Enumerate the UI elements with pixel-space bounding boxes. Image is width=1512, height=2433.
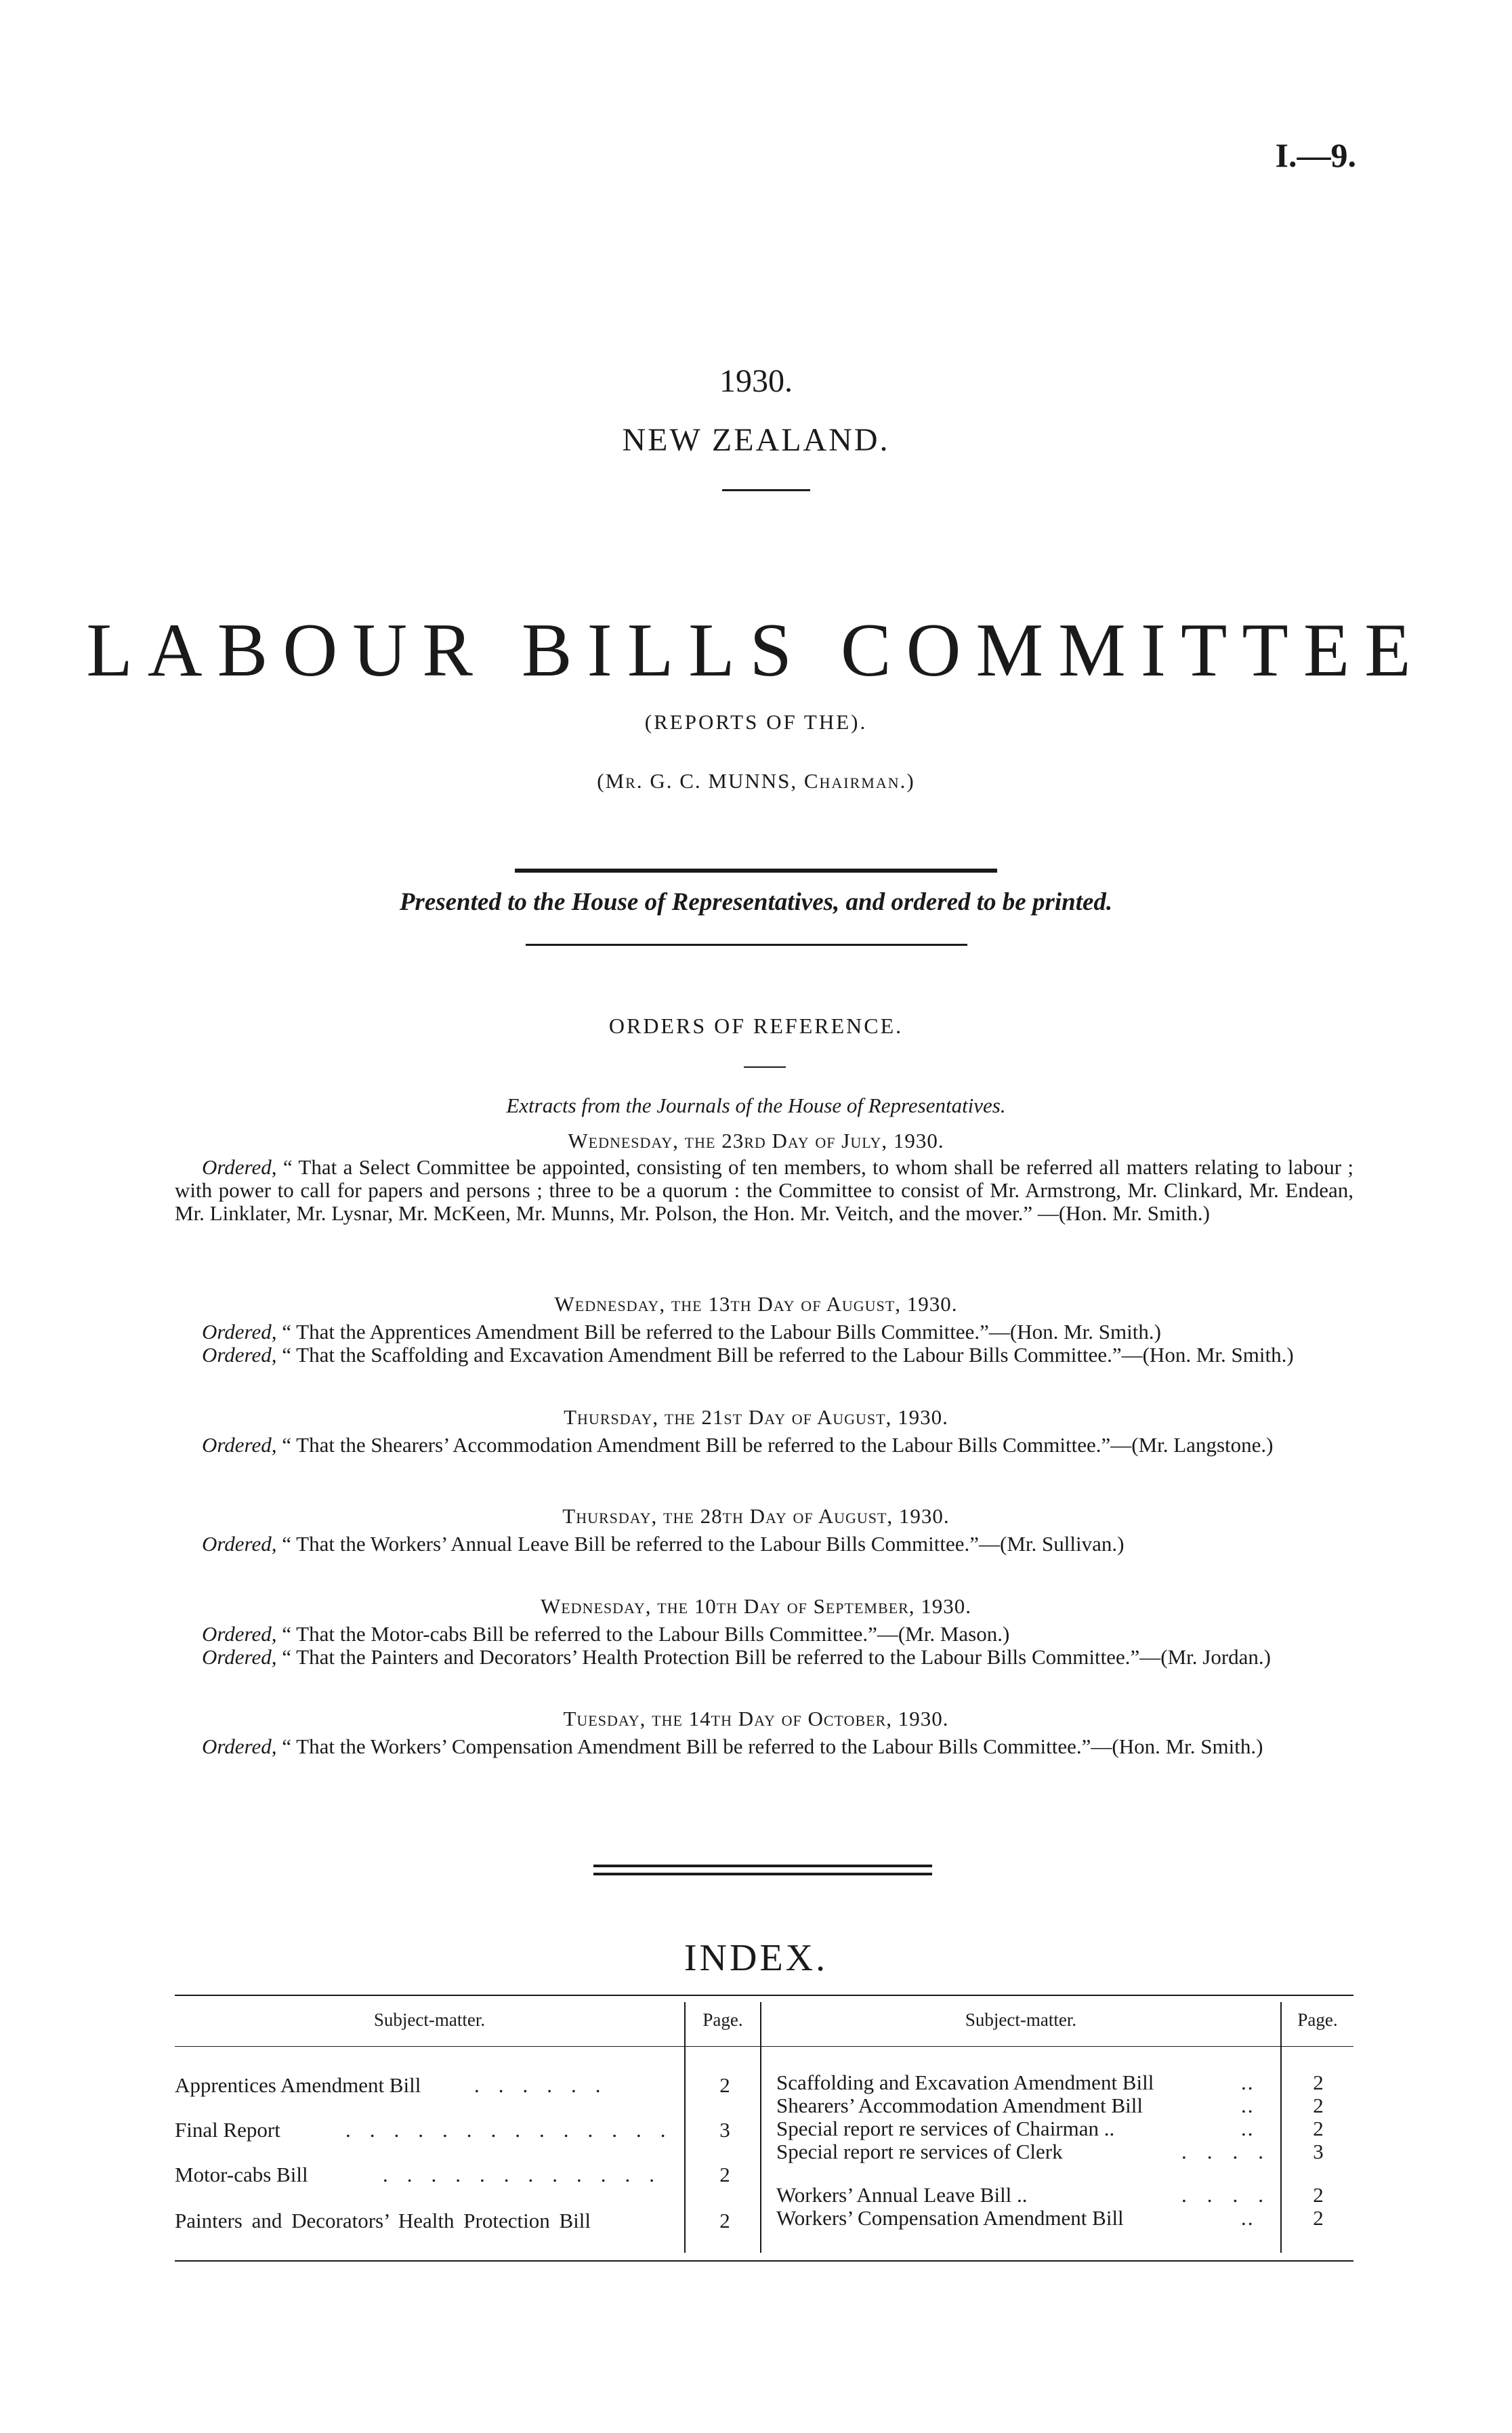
order-text: “ That the Painters and Decorators’ Health Protection Bill be referred to the Labour Bills Committee.”—(Mr. Jordan.)	[276, 1645, 1271, 1669]
order-lead: Ordered,	[202, 1734, 277, 1758]
index-right-page: 2	[1313, 2094, 1324, 2117]
index-col-page-right: Page.	[1297, 2010, 1338, 2030]
index-left-page: 2	[719, 2073, 730, 2097]
page-title: LABOUR BILLS COMMITTEE	[86, 608, 1426, 692]
index-left-dots: ......	[474, 2073, 620, 2097]
index-right-page: 2	[1313, 2071, 1324, 2094]
order-date: Tuesday, the 14th Day of October, 1930.	[563, 1707, 949, 1730]
order-lead: Ordered,	[202, 1155, 277, 1179]
order-item	[175, 1646, 1353, 1669]
index-right-subject: Shearers’ Accommodation Amendment Bill	[776, 2094, 1143, 2117]
page-subtitle: (REPORTS OF THE).	[644, 710, 868, 734]
order-text: “ That the Workers’ Compensation Amendment Bill be referred to the Labour Bills Committee.”—(Hon. Mr. Smith.)	[276, 1734, 1263, 1758]
index-left-subject: Motor-cabs Bill	[175, 2163, 308, 2186]
index-left-page: 2	[719, 2209, 730, 2232]
order-date: Wednesday, the 23rd Day of July, 1930.	[568, 1129, 944, 1152]
index-col-page-left: Page.	[702, 2010, 743, 2030]
chairman-line	[0, 769, 1512, 793]
presented-bottom-rule	[526, 944, 967, 946]
index-right-subject: Special report re services of Clerk	[776, 2140, 1063, 2163]
index-col-subject-right: Subject-matter.	[965, 2010, 1077, 2030]
index-right-subject: Special report re services of Chairman ..	[776, 2117, 1115, 2140]
index-bottom-rule	[175, 2260, 1353, 2262]
chairman-role: Chairman.)	[803, 769, 915, 793]
index-right-page: 3	[1313, 2140, 1324, 2163]
order-item	[175, 1321, 1353, 1344]
index-right-subject: Scaffolding and Excavation Amendment Bill	[776, 2071, 1154, 2094]
index-left-subject: Final Report	[175, 2118, 280, 2142]
index-right-page: 2	[1313, 2206, 1324, 2230]
document-year: 1930.	[719, 363, 793, 399]
index-col-subject-left: Subject-matter.	[373, 2010, 486, 2030]
document-reference: I.—9.	[1275, 136, 1356, 174]
order-text: “ That the Shearers’ Accommodation Amendment Bill be referred to the Labour Bills Committee.”—(Mr. Langstone.)	[276, 1433, 1274, 1457]
index-right-subject: Workers’ Compensation Amendment Bill	[776, 2206, 1124, 2230]
order-item	[175, 1623, 1353, 1646]
index-right-dots: ..	[1241, 2094, 1255, 2117]
index-left-page: 2	[719, 2163, 730, 2186]
extracts-line: Extracts from the Journals of the House of Representatives.	[506, 1094, 1006, 1117]
index-left-page: 3	[719, 2118, 730, 2142]
index-left-subject: Apprentices Amendment Bill	[175, 2073, 421, 2097]
order-text: “ That a Select Committee be appointed, consisting of ten members, to whom shall be referred all matters relating to labour ; with power to call for papers and persons ; three to be a quorum : the Committee to consist of Mr. Armstrong, Mr. Clinkard, Mr. Endean, Mr. Linklater, Mr. Lysnar, Mr. McKeen, Mr. Munns, Mr. Polson, the Hon. Mr. Veitch, and the mover.” —(Hon. Mr. Smith.)	[175, 1155, 1353, 1225]
index-heading: INDEX.	[684, 1937, 828, 1979]
index-top-rule	[175, 1995, 1353, 1996]
section-double-rule-bottom	[593, 1873, 932, 1875]
presented-top-rule	[515, 869, 997, 873]
order-text: “ That the Motor-cabs Bill be referred to the Labour Bills Committee.”—(Mr. Mason.)	[276, 1622, 1010, 1646]
section-double-rule-top	[593, 1865, 932, 1867]
index-right-dots: ....	[1181, 2140, 1284, 2163]
order-lead: Ordered,	[202, 1343, 277, 1367]
header-divider	[722, 489, 810, 491]
document-country: NEW ZEALAND.	[622, 422, 890, 458]
index-right-page: 2	[1313, 2117, 1324, 2140]
order-text: “ That the Apprentices Amendment Bill be referred to the Labour Bills Committee.”—(Hon. Mr. Smith.)	[276, 1320, 1161, 1344]
order-item	[175, 1533, 1353, 1556]
order-lead: Ordered,	[202, 1320, 277, 1344]
order-text: “ That the Scaffolding and Excavation Amendment Bill be referred to the Labour Bills Committee.”—(Hon. Mr. Smith.)	[276, 1343, 1294, 1367]
order-item	[175, 1434, 1353, 1457]
order-item	[175, 1735, 1353, 1758]
index-left-dots: ..............	[345, 2118, 685, 2142]
order-item	[175, 1156, 1353, 1225]
orders-divider	[744, 1066, 786, 1068]
order-lead: Ordered,	[202, 1622, 277, 1646]
index-col-divider-3	[1280, 2002, 1282, 2253]
orders-heading: ORDERS OF REFERENCE.	[608, 1014, 904, 1038]
index-right-subject: Workers’ Annual Leave Bill ..	[776, 2183, 1028, 2207]
index-left-subject: Painters and Decorators’ Health Protection Bill	[175, 2209, 591, 2232]
order-date: Thursday, the 21st Day of August, 1930.	[564, 1405, 948, 1429]
chairman-prefix: (Mr.	[597, 769, 644, 793]
index-right-dots: ..	[1241, 2071, 1255, 2094]
index-right-dots: ..	[1241, 2117, 1255, 2140]
order-item	[175, 1344, 1353, 1367]
order-lead: Ordered,	[202, 1532, 277, 1556]
order-text: “ That the Workers’ Annual Leave Bill be referred to the Labour Bills Committee.”—(Mr. Sullivan.)	[276, 1532, 1125, 1556]
order-date: Wednesday, the 10th Day of September, 1930.	[540, 1594, 972, 1618]
index-right-dots: ....	[1181, 2183, 1284, 2207]
index-col-divider-2	[760, 2002, 761, 2253]
index-header-rule	[175, 2046, 1353, 2047]
chairman-name: G. C. MUNNS,	[650, 769, 798, 793]
index-left-dots: ............	[383, 2163, 673, 2186]
presented-line: Presented to the House of Representatives, and ordered to be printed.	[399, 888, 1113, 916]
order-date: Wednesday, the 13th Day of August, 1930.	[554, 1292, 958, 1316]
index-right-page: 2	[1313, 2183, 1324, 2207]
order-date: Thursday, the 28th Day of August, 1930.	[562, 1504, 950, 1528]
order-lead: Ordered,	[202, 1433, 277, 1457]
index-right-dots: ..	[1241, 2206, 1255, 2230]
order-lead: Ordered,	[202, 1645, 277, 1669]
